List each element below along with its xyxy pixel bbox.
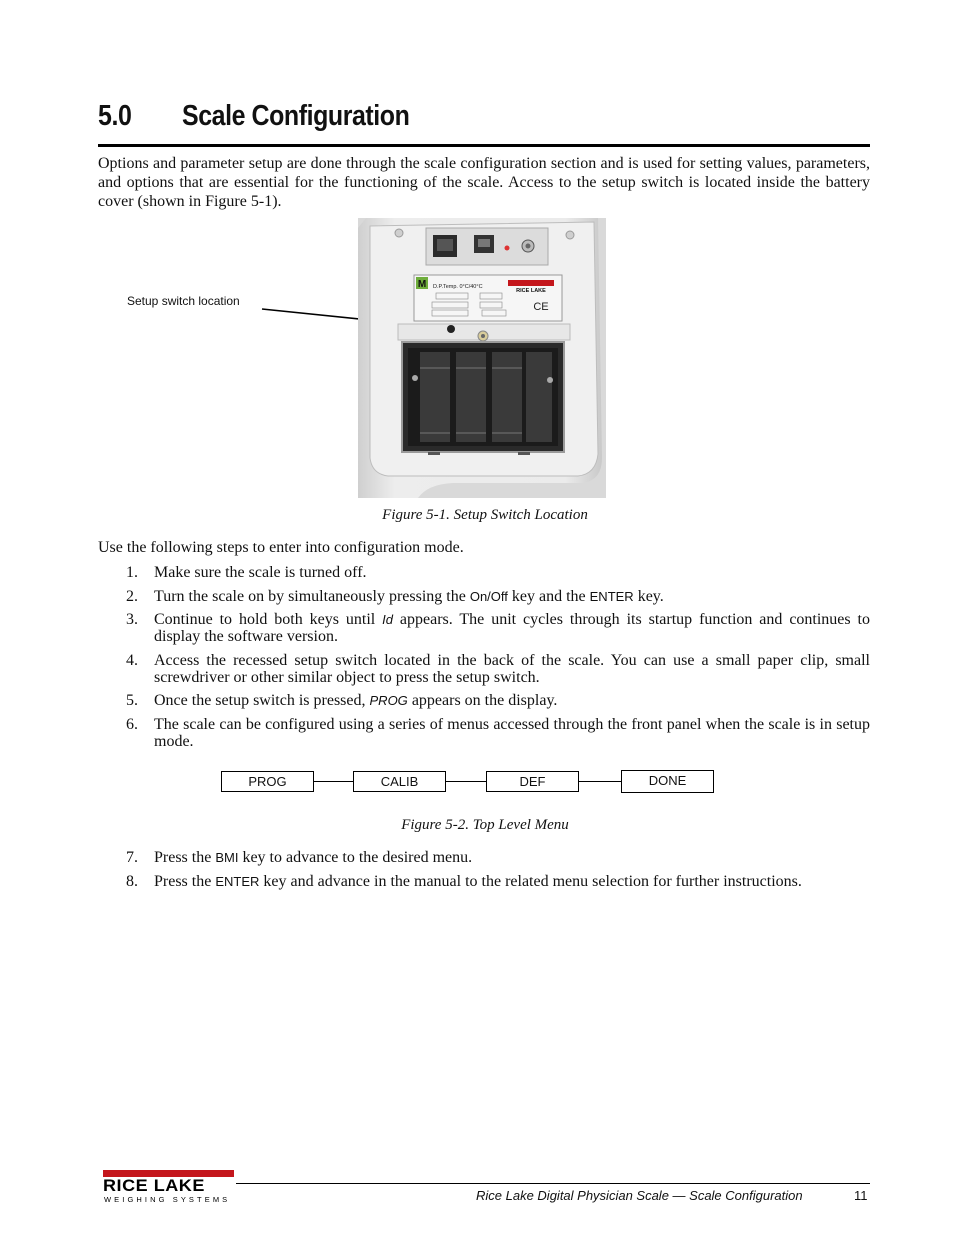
label-ce-mark: CE bbox=[533, 301, 549, 313]
config-steps-list bbox=[98, 564, 870, 756]
menu-box-done: DONE bbox=[621, 770, 714, 793]
menu-connector bbox=[314, 781, 353, 782]
list-item: 1. Make sure the scale is turned off. bbox=[126, 564, 367, 581]
key-name: On/Off bbox=[469, 588, 508, 604]
callout-label: Setup switch location bbox=[127, 294, 240, 308]
display-text: PROG bbox=[369, 693, 408, 708]
setup-switch-photo bbox=[358, 218, 606, 498]
menu-connector bbox=[446, 781, 486, 782]
menu-box-prog: PROG bbox=[221, 771, 314, 792]
steps-lead-in: Use the following steps to enter into configuration mode. bbox=[98, 539, 464, 556]
section-title: Scale Configuration bbox=[182, 100, 410, 132]
list-item: 3. Continue to hold both keys until Id appears. The unit cycles through its startup function and continues to display the software version. bbox=[126, 611, 870, 645]
menu-connector bbox=[579, 781, 621, 782]
config-steps-list-continued bbox=[98, 849, 870, 897]
label-temp: D.P.Temp. 0°C/40°C bbox=[433, 284, 483, 290]
list-item: 2. Turn the scale on by simultaneously pressing the On/Off key and the ENTER key. bbox=[126, 587, 664, 605]
key-name: ENTER bbox=[215, 874, 260, 889]
logo-wordmark: RICE LAKE bbox=[103, 1176, 205, 1195]
list-item: 8. Press the ENTER key and advance in the manual to the related menu selection for further instructions. bbox=[126, 873, 802, 890]
rice-lake-logo bbox=[103, 1170, 237, 1206]
logo-subtitle: WEIGHING SYSTEMS bbox=[104, 1195, 231, 1204]
intro-paragraph: Options and parameter setup are done through the scale configuration section and is used for setting values, parameters, and options that are essential for the functioning of the scale. Access to the setup switch is located inside the battery cover (shown in Figure 5-1). bbox=[98, 155, 870, 210]
menu-box-def: DEF bbox=[486, 771, 579, 792]
display-text: Id bbox=[382, 612, 393, 627]
footer-title: Rice Lake Digital Physician Scale — Scale Configuration bbox=[476, 1188, 803, 1203]
list-item: 4. Access the recessed setup switch located in the back of the scale. You can use a small paper clip, small screwdriver or other similar object to press the setup switch. bbox=[126, 651, 870, 686]
list-item: 6. The scale can be configured using a series of menus accessed through the front panel when the scale is in setup mode. bbox=[126, 715, 870, 750]
menu-box-calib: CALIB bbox=[353, 771, 446, 792]
list-item: 7. Press the BMI key to advance to the desired menu. bbox=[126, 849, 473, 866]
figure-2-caption: Figure 5-2. Top Level Menu bbox=[401, 817, 569, 833]
key-name: ENTER bbox=[589, 588, 634, 604]
list-item: 5. Once the setup switch is pressed, PROG appears on the display. bbox=[126, 692, 558, 709]
figure-1-caption: Figure 5-1. Setup Switch Location bbox=[382, 507, 588, 523]
label-letter: M bbox=[417, 279, 427, 290]
key-name: BMI bbox=[215, 850, 239, 865]
page-number: 11 bbox=[854, 1188, 868, 1203]
footer-divider bbox=[236, 1183, 870, 1184]
section-number: 5.0 bbox=[98, 100, 132, 132]
label-brand: RICE LAKE bbox=[516, 288, 546, 294]
